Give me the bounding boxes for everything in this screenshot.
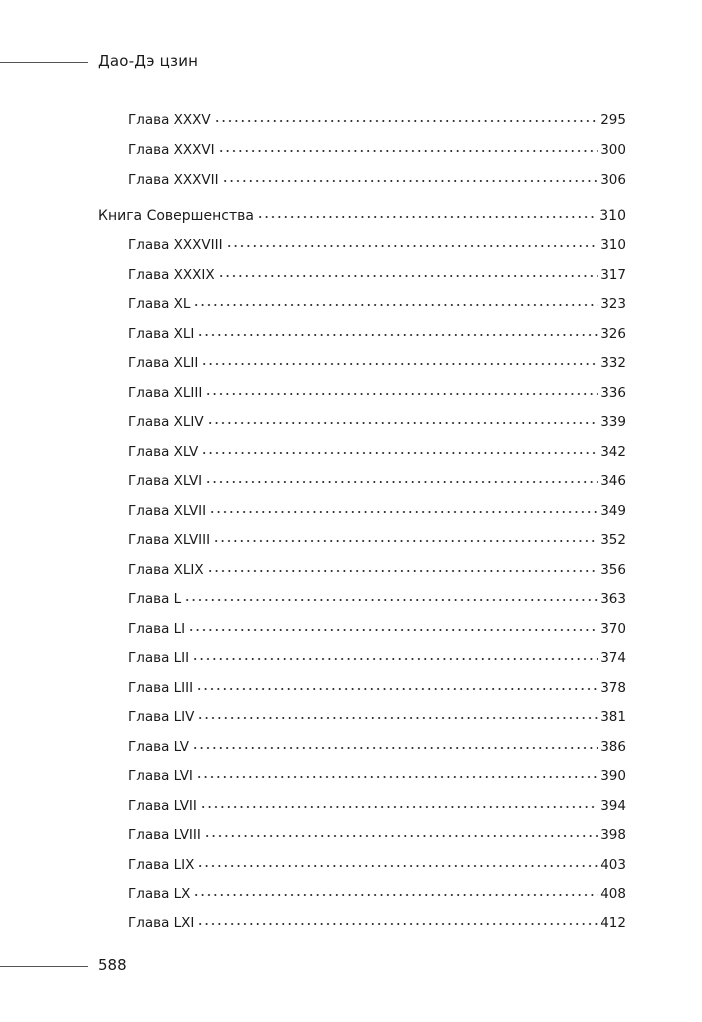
- toc-entry[interactable]: [128, 235, 626, 253]
- toc-entry-page: 412: [600, 914, 626, 931]
- toc-entry-page: 374: [600, 649, 626, 666]
- dot-leader: [200, 797, 598, 811]
- toc-entry[interactable]: [128, 796, 626, 814]
- toc-entry-page: 394: [600, 797, 626, 814]
- toc-entry-label: Глава LIV: [128, 708, 195, 725]
- dot-leader: [222, 171, 599, 185]
- toc-entry-label: Глава XLVII: [128, 502, 207, 519]
- toc-entry-page: 403: [600, 856, 626, 873]
- toc-entry-page: 370: [600, 620, 626, 637]
- toc-entry[interactable]: [128, 530, 626, 548]
- toc-book-page: 310: [599, 208, 626, 224]
- toc-entry[interactable]: [128, 619, 626, 637]
- toc-entry[interactable]: [128, 442, 626, 460]
- dot-leader: [196, 767, 598, 781]
- toc-entry-label: Глава LX: [128, 885, 191, 902]
- page-number: 588: [98, 956, 127, 974]
- toc-entry[interactable]: [128, 589, 626, 607]
- toc-entry-label: Глава XLI: [128, 325, 195, 342]
- toc-entry[interactable]: [128, 766, 626, 784]
- toc-entry[interactable]: [128, 353, 626, 371]
- toc-entry[interactable]: [128, 560, 626, 578]
- dot-leader: [184, 590, 598, 604]
- toc-entry-label: Глава LI: [128, 620, 186, 637]
- toc-entry-page: 310: [600, 236, 626, 253]
- toc-entry-page: 349: [600, 502, 626, 519]
- dot-leader: [205, 384, 598, 398]
- toc-entry-page: 306: [600, 171, 626, 188]
- toc-entry-label: Глава XXXVII: [128, 171, 219, 188]
- toc-entry-page: 408: [600, 885, 626, 902]
- dot-leader: [257, 207, 597, 221]
- toc-entry[interactable]: [128, 110, 626, 128]
- toc-entry-page: 398: [600, 826, 626, 843]
- toc-entry[interactable]: [128, 170, 626, 188]
- dot-leader: [205, 472, 598, 486]
- toc-entry-label: Глава XXXV: [128, 111, 211, 128]
- dot-leader: [207, 561, 599, 575]
- toc-entry-page: 295: [600, 111, 626, 128]
- toc-entry-label: Глава XLVIII: [128, 531, 211, 548]
- dot-leader: [192, 738, 598, 752]
- toc-entry-page: 332: [600, 354, 626, 371]
- toc-entry-page: 363: [600, 590, 626, 607]
- dot-leader: [193, 295, 598, 309]
- toc-entry[interactable]: [128, 648, 626, 666]
- toc-entry-label: Глава XLV: [128, 443, 199, 460]
- toc-entry-label: Глава XXXIX: [128, 266, 215, 283]
- toc-entry-label: Глава XXXVIII: [128, 236, 223, 253]
- toc-entry-label: Глава XLIX: [128, 561, 204, 578]
- toc-entry-label: Глава LV: [128, 738, 189, 755]
- toc-entry-page: 326: [600, 325, 626, 342]
- toc-entry[interactable]: [128, 140, 626, 158]
- footer-rule: [0, 966, 88, 967]
- toc-entry-label: Глава LVIII: [128, 826, 201, 843]
- dot-leader: [193, 885, 598, 899]
- dot-leader: [218, 141, 599, 155]
- toc-entry-label: Глава XLIV: [128, 413, 204, 430]
- toc-entry-label: Глава L: [128, 590, 182, 607]
- dot-leader: [197, 708, 598, 722]
- running-header-title: Дао-Дэ цзин: [98, 52, 199, 70]
- toc-entry-label: Глава LII: [128, 649, 190, 666]
- dot-leader: [197, 856, 598, 870]
- toc-entry-label: Глава LXI: [128, 914, 195, 931]
- dot-leader: [192, 649, 598, 663]
- toc-entry-page: 356: [600, 561, 626, 578]
- toc-entry-label: Глава XL: [128, 295, 191, 312]
- toc-entry-page: 317: [600, 266, 626, 283]
- toc-entry[interactable]: [128, 501, 626, 519]
- toc-entry[interactable]: [128, 471, 626, 489]
- toc-entry-page: 386: [600, 738, 626, 755]
- toc-entry[interactable]: [128, 265, 626, 283]
- toc-entry[interactable]: [128, 825, 626, 843]
- toc-entry[interactable]: [128, 884, 626, 902]
- dot-leader: [197, 325, 598, 339]
- toc-entry[interactable]: [128, 855, 626, 873]
- dot-leader: [207, 413, 599, 427]
- toc-entry-page: 339: [600, 413, 626, 430]
- toc-book-label: Книга Совершенства: [98, 208, 254, 224]
- toc-entry[interactable]: [128, 324, 626, 342]
- toc-entry-page: 323: [600, 295, 626, 312]
- toc-entry-label: Глава LIII: [128, 679, 194, 696]
- dot-leader: [214, 111, 599, 125]
- toc-entry-label: Глава LVI: [128, 767, 193, 784]
- toc-entry[interactable]: [128, 913, 626, 931]
- dot-leader: [201, 443, 598, 457]
- dot-leader: [226, 236, 599, 250]
- toc-entry[interactable]: [128, 707, 626, 725]
- toc-entry[interactable]: [128, 383, 626, 401]
- toc-entry-label: Глава XLIII: [128, 384, 203, 401]
- toc-entry[interactable]: [128, 737, 626, 755]
- toc-entry-page: 336: [600, 384, 626, 401]
- toc-entry-page: 390: [600, 767, 626, 784]
- dot-leader: [204, 826, 598, 840]
- dot-leader: [188, 620, 598, 634]
- dot-leader: [213, 531, 598, 545]
- toc-entry-page: 300: [600, 141, 626, 158]
- toc-entry-page: 352: [600, 531, 626, 548]
- toc-entry-page: 381: [600, 708, 626, 725]
- toc-entry-page: 378: [600, 679, 626, 696]
- dot-leader: [197, 914, 598, 928]
- toc-entry[interactable]: [128, 412, 626, 430]
- toc-entry-label: Глава LVII: [128, 797, 197, 814]
- toc-entry-label: Глава LIX: [128, 856, 195, 873]
- toc-entry-page: 346: [600, 472, 626, 489]
- toc-entry-label: Глава XXXVI: [128, 141, 215, 158]
- dot-leader: [196, 679, 598, 693]
- dot-leader: [218, 266, 599, 280]
- toc-entry-label: Глава XLII: [128, 354, 199, 371]
- toc-entry-page: 342: [600, 443, 626, 460]
- toc-entry-label: Глава XLVI: [128, 472, 203, 489]
- toc-entry[interactable]: [128, 294, 626, 312]
- toc-entry[interactable]: [128, 678, 626, 696]
- dot-leader: [201, 354, 598, 368]
- toc-book-entry[interactable]: [98, 206, 626, 224]
- dot-leader: [209, 502, 598, 516]
